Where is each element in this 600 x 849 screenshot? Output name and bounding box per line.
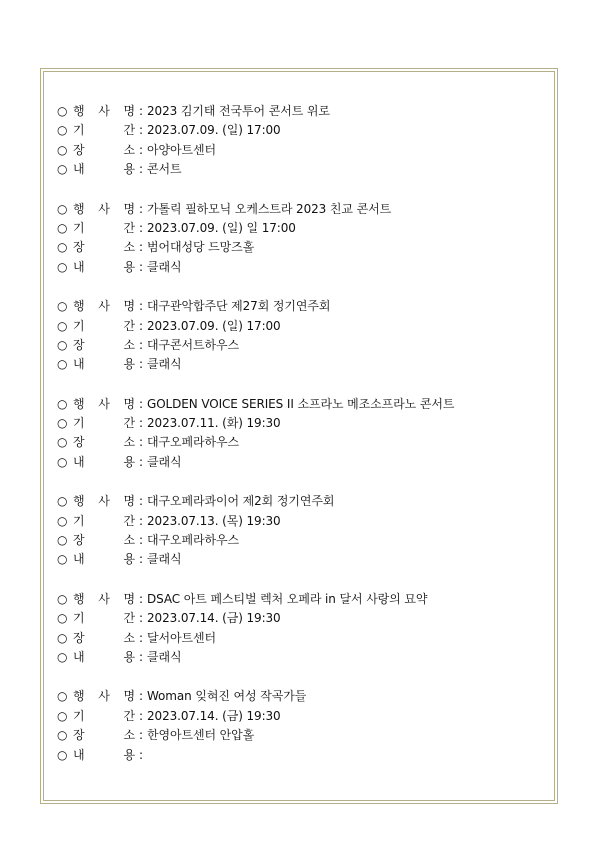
event-place: 한영아트센터 안압홀 [147,728,255,743]
event-place: 아양아트센터 [147,142,216,157]
event-content: 클래식 [147,552,182,567]
label-char: 내 [73,454,85,469]
colon: : [139,104,143,118]
label-period [73,219,139,238]
bullet-circle-icon: ○ [57,104,68,118]
label-char: 소 [123,142,135,157]
event-content-row [57,160,547,179]
event-content: 클래식 [147,454,182,469]
label-char: 장 [73,630,85,645]
colon: : [139,142,143,157]
event-period: 2023.07.09. (일) 일 17:00 [147,220,296,235]
event-period-row [57,512,547,531]
label-char: 사 [98,299,110,314]
event-name-row [57,200,547,219]
label-content [73,746,139,765]
event-period: 2023.07.11. (화) 19:30 [147,416,281,431]
label-char: 행 [73,689,85,704]
bullet-circle-icon: ○ [57,630,68,645]
label-char: 행 [73,494,85,509]
bullet-circle-icon: ○ [57,552,68,567]
label-char: 기 [73,708,85,723]
event-content: 클래식 [147,357,182,372]
label-char: 사 [98,104,110,118]
event-place-row [57,629,547,648]
event-content-row [57,746,547,765]
label-char: 행 [73,201,85,216]
colon: : [139,396,143,411]
label-char: 용 [123,259,135,274]
label-period [73,512,139,531]
label-char: 장 [73,142,85,157]
label-char: 간 [123,611,135,626]
label-char: 장 [73,728,85,743]
event-content-row [57,453,547,472]
label-char: 내 [73,747,85,762]
event-content-row [57,258,547,277]
label-char: 용 [123,747,135,762]
event-name-row [57,297,547,316]
event-entry [57,687,547,765]
label-char: 간 [123,123,135,138]
label-char: 기 [73,611,85,626]
colon: : [139,240,143,255]
colon: : [139,435,143,450]
event-place: 대구콘서트하우스 [147,337,239,352]
event-entry [57,297,547,375]
event-name-row [57,102,547,121]
label-content [73,453,139,472]
label-char: 소 [123,240,135,255]
label-content [73,258,139,277]
event-entry [57,492,547,570]
event-name: 가톨릭 필하모닉 오케스트라 2023 친교 콘서트 [147,201,392,216]
label-char: 소 [123,630,135,645]
event-period: 2023.07.09. (일) 17:00 [147,123,281,138]
label-char: 사 [98,494,110,509]
event-place-row [57,336,547,355]
colon: : [139,357,143,372]
label-char: 간 [123,220,135,235]
label-period [73,707,139,726]
colon: : [139,747,143,762]
bullet-circle-icon: ○ [57,162,68,177]
event-name: GOLDEN VOICE SERIES II 소프라노 메조소프라노 콘서트 [147,396,455,411]
event-place: 범어대성당 드망즈홀 [147,240,255,255]
label-char: 행 [73,591,85,606]
label-char: 명 [123,494,135,509]
colon: : [139,630,143,645]
label-char: 명 [123,104,135,118]
label-char: 명 [123,299,135,314]
colon: : [139,454,143,469]
label-char: 소 [123,435,135,450]
event-period: 2023.07.14. (금) 19:30 [147,611,281,626]
bullet-circle-icon: ○ [57,435,68,450]
bullet-circle-icon: ○ [57,142,68,157]
bullet-circle-icon: ○ [57,513,68,528]
bullet-circle-icon: ○ [57,299,68,314]
label-char: 내 [73,649,85,664]
event-name: DSAC 아트 페스티벌 렉처 오페라 in 달서 사랑의 묘약 [147,591,428,606]
colon: : [139,318,143,333]
label-content [73,648,139,667]
event-period: 2023.07.14. (금) 19:30 [147,708,281,723]
event-content: 콘서트 [147,162,182,177]
event-period: 2023.07.13. (목) 19:30 [147,513,281,528]
label-char: 사 [98,396,110,411]
colon: : [139,299,143,314]
event-name: 2023 김기태 전국투어 콘서트 위로 [147,104,330,118]
colon: : [139,201,143,216]
label-char: 용 [123,357,135,372]
label-char: 용 [123,552,135,567]
label-char: 간 [123,416,135,431]
event-place-row [57,238,547,257]
colon: : [139,591,143,606]
label-char: 간 [123,513,135,528]
event-period-row [57,609,547,628]
label-name [73,200,139,219]
bullet-circle-icon: ○ [57,201,68,216]
event-period: 2023.07.09. (일) 17:00 [147,318,281,333]
colon: : [139,611,143,626]
label-char: 기 [73,123,85,138]
label-period [73,317,139,336]
label-char: 내 [73,259,85,274]
label-char: 기 [73,220,85,235]
label-char: 용 [123,454,135,469]
event-period-row [57,707,547,726]
bullet-circle-icon: ○ [57,649,68,664]
label-place [73,433,139,452]
label-char: 행 [73,396,85,411]
bullet-circle-icon: ○ [57,454,68,469]
event-period-row [57,414,547,433]
event-name-row [57,687,547,706]
label-char: 간 [123,708,135,723]
label-name [73,395,139,414]
label-char: 명 [123,689,135,704]
label-char: 장 [73,435,85,450]
bullet-circle-icon: ○ [57,728,68,743]
label-char: 간 [123,318,135,333]
event-entry [57,102,547,180]
colon: : [139,259,143,274]
label-place [73,336,139,355]
event-name-row [57,590,547,609]
label-char: 행 [73,104,85,118]
label-name [73,492,139,511]
label-char: 내 [73,357,85,372]
label-char: 기 [73,416,85,431]
label-char: 사 [98,591,110,606]
event-content [147,746,547,765]
label-place [73,629,139,648]
event-place: 대구오페라하우스 [147,435,239,450]
label-char: 소 [123,337,135,352]
colon: : [139,220,143,235]
bullet-circle-icon: ○ [57,337,68,352]
label-char: 기 [73,318,85,333]
label-content [73,550,139,569]
label-char: 소 [123,728,135,743]
label-char: 내 [73,162,85,177]
bullet-circle-icon: ○ [57,357,68,372]
label-place [73,238,139,257]
label-char: 장 [73,337,85,352]
event-name-row [57,395,547,414]
bullet-circle-icon: ○ [57,416,68,431]
event-list [57,102,547,785]
label-period [73,121,139,140]
label-char: 용 [123,162,135,177]
label-name [73,297,139,316]
bullet-circle-icon: ○ [57,708,68,723]
event-entry [57,590,547,668]
event-name: Woman 잊혀진 여성 작곡가들 [147,689,307,704]
bullet-circle-icon: ○ [57,318,68,333]
event-content: 클래식 [147,259,182,274]
label-place [73,726,139,745]
label-name [73,102,139,121]
label-place [73,531,139,550]
label-char: 명 [123,201,135,216]
event-period-row [57,317,547,336]
event-entry [57,200,547,278]
bullet-circle-icon: ○ [57,689,68,704]
bullet-circle-icon: ○ [57,240,68,255]
label-char: 장 [73,240,85,255]
colon: : [139,533,143,548]
event-content: 클래식 [147,649,182,664]
event-place: 달서아트센터 [147,630,216,645]
bullet-circle-icon: ○ [57,591,68,606]
label-content [73,355,139,374]
bullet-circle-icon: ○ [57,494,68,509]
event-name: 대구오페라콰이어 제2회 정기연주회 [147,494,335,509]
label-char: 내 [73,552,85,567]
colon: : [139,513,143,528]
event-period-row [57,121,547,140]
label-char: 기 [73,513,85,528]
colon: : [139,649,143,664]
bullet-circle-icon: ○ [57,123,68,138]
label-char: 사 [98,201,110,216]
event-content-row [57,550,547,569]
colon: : [139,416,143,431]
event-name: 대구관악합주단 제27회 정기연주회 [147,299,331,314]
label-char: 행 [73,299,85,314]
colon: : [139,337,143,352]
event-place: 대구오페라하우스 [147,533,239,548]
event-name-row [57,492,547,511]
colon: : [139,708,143,723]
bullet-circle-icon: ○ [57,747,68,762]
label-period [73,609,139,628]
label-char: 명 [123,396,135,411]
colon: : [139,728,143,743]
label-char: 명 [123,591,135,606]
label-content [73,160,139,179]
label-name [73,590,139,609]
label-char: 장 [73,533,85,548]
colon: : [139,162,143,177]
label-char: 사 [98,689,110,704]
bullet-circle-icon: ○ [57,396,68,411]
label-period [73,414,139,433]
label-char: 용 [123,649,135,664]
colon: : [139,494,143,509]
event-entry [57,395,547,473]
event-place-row [57,726,547,745]
event-place-row [57,141,547,160]
bullet-circle-icon: ○ [57,259,68,274]
label-name [73,687,139,706]
event-content-row [57,355,547,374]
colon: : [139,552,143,567]
label-place [73,141,139,160]
colon: : [139,689,143,704]
bullet-circle-icon: ○ [57,611,68,626]
event-content-row [57,648,547,667]
colon: : [139,123,143,138]
label-char: 소 [123,533,135,548]
bullet-circle-icon: ○ [57,220,68,235]
bullet-circle-icon: ○ [57,533,68,548]
event-place-row [57,531,547,550]
event-period-row [57,219,547,238]
event-place-row [57,433,547,452]
